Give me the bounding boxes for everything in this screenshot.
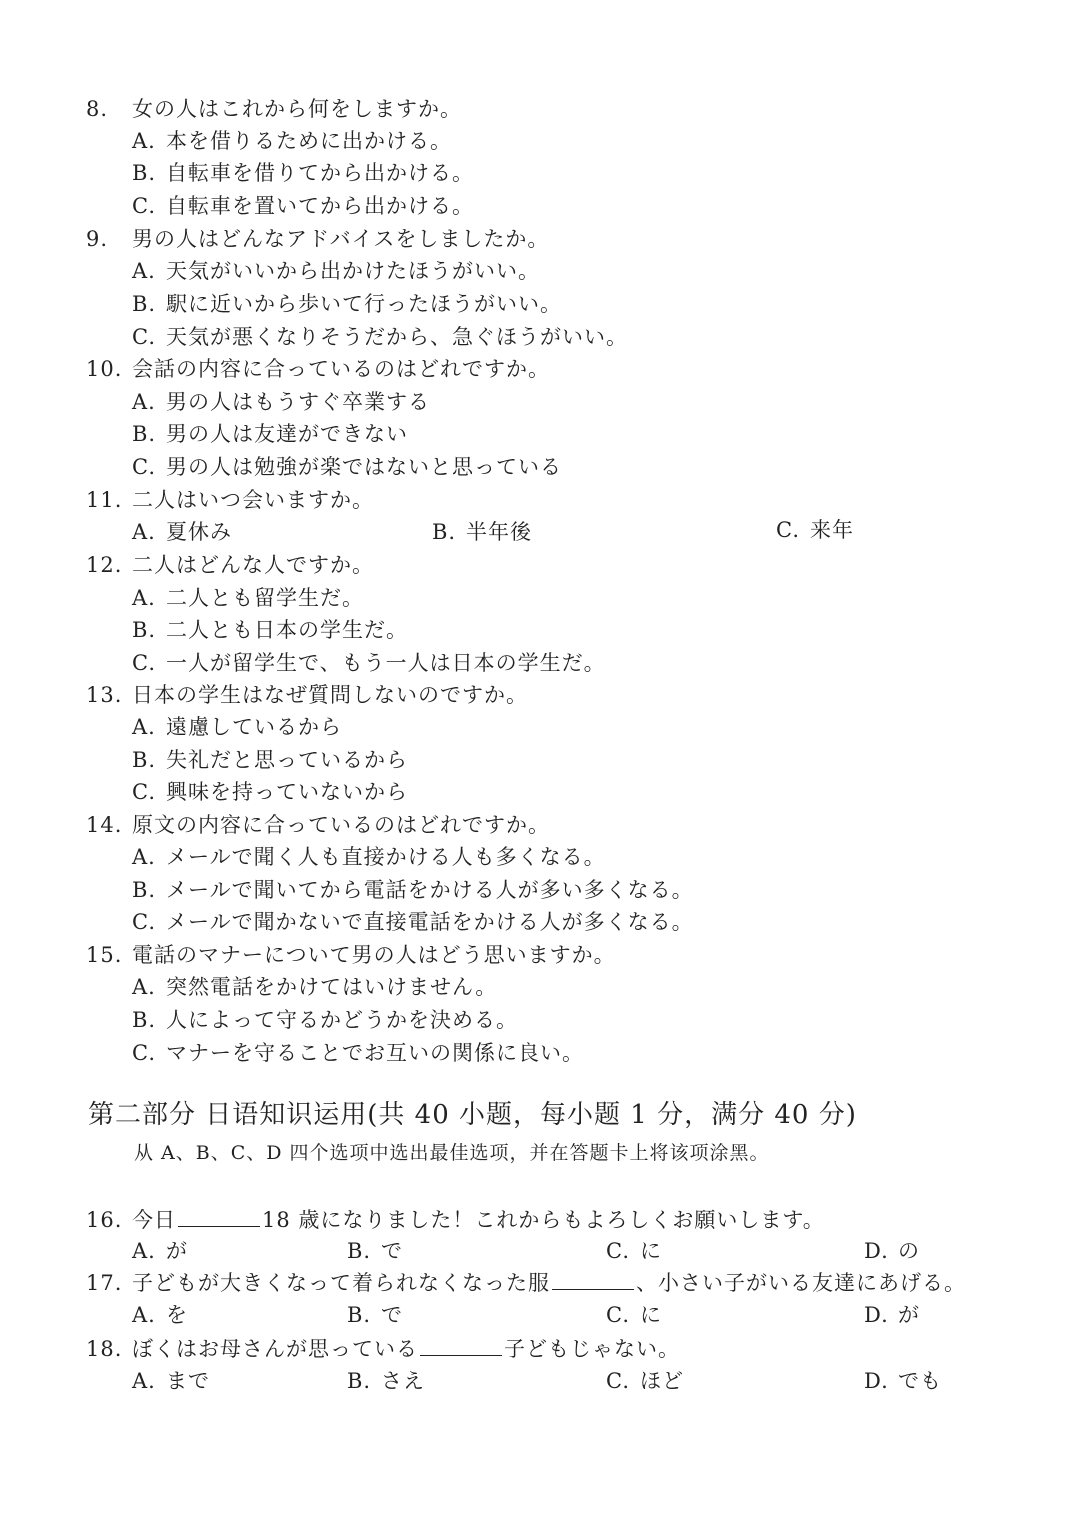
question-8 — [86, 94, 462, 124]
option-15c — [132, 1038, 584, 1068]
option-letter: A. — [132, 1369, 156, 1393]
option-text: で — [381, 1303, 403, 1327]
option-letter: C. — [132, 325, 156, 349]
option-letter: B. — [132, 1008, 157, 1032]
question-text: 日本の学生はなぜ質問しないのですか。 — [132, 683, 528, 707]
question-text: 男の人はどんなアドバイスをしましたか。 — [132, 227, 550, 251]
option-8a — [132, 126, 452, 156]
option-letter: B. — [132, 618, 157, 642]
option-letter: D. — [864, 1303, 889, 1327]
option-text: 天気が悪くなりそうだから、急ぐほうがいい。 — [166, 325, 628, 349]
option-text: 二人とも日本の学生だ。 — [166, 618, 408, 642]
option-text: 男の人はもうすぐ卒業する — [166, 390, 430, 414]
option-text: 半年後 — [466, 520, 532, 544]
option-13c — [132, 777, 408, 807]
option-text: 遠慮しているから — [166, 715, 342, 739]
option-letter: B. — [132, 422, 157, 446]
option-letter: C. — [776, 518, 800, 542]
option-16a — [132, 1236, 188, 1266]
section-title: 第二部分 日语知识运用(共 40 小题，每小题 1 分，满分 40 分) — [88, 1100, 857, 1130]
question-18 — [86, 1334, 680, 1364]
option-letter: B. — [132, 748, 157, 772]
option-letter: D. — [864, 1239, 889, 1263]
question-11 — [86, 485, 374, 515]
option-text: 本を借りるために出かける。 — [166, 129, 452, 153]
option-11a — [132, 517, 232, 547]
question-10 — [86, 354, 550, 384]
option-text: 男の人は友達ができない — [166, 422, 408, 446]
option-text: 一人が留学生で、もう一人は日本の学生だ。 — [166, 651, 606, 675]
option-17a — [132, 1300, 188, 1330]
question-text-after: 18 歳になりました！これからもよろしくお願いします。 — [262, 1208, 825, 1232]
option-letter: A. — [132, 715, 156, 739]
option-9b — [132, 289, 562, 319]
option-17b — [347, 1300, 403, 1330]
option-letter: D. — [864, 1369, 889, 1393]
option-16d — [864, 1236, 920, 1266]
option-text: でも — [898, 1369, 942, 1393]
option-text: 天気がいいから出かけたほうがいい。 — [166, 259, 540, 283]
option-letter: B. — [347, 1239, 372, 1263]
option-text: 失礼だと思っているから — [166, 748, 408, 772]
option-letter: B. — [132, 878, 157, 902]
option-letter: A. — [132, 845, 156, 869]
option-12b — [132, 615, 408, 645]
section-instruction: 从 A、B、C、D 四个选项中选出最佳选项，并在答题卡上将该项涂黑。 — [134, 1142, 770, 1164]
option-9a — [132, 256, 540, 286]
answer-blank — [552, 1271, 634, 1290]
option-18c — [606, 1366, 684, 1396]
option-17c — [606, 1300, 662, 1330]
answer-blank — [420, 1337, 502, 1356]
option-text: メールで聞かないで直接電話をかける人が多くなる。 — [166, 910, 694, 934]
option-18d — [864, 1366, 942, 1396]
option-text: メールで聞いてから電話をかける人が多い多くなる。 — [166, 878, 694, 902]
question-number: 9. — [86, 227, 109, 251]
option-text: さえ — [381, 1369, 425, 1393]
option-8b — [132, 158, 474, 188]
option-text: 興味を持っていないから — [166, 780, 408, 804]
option-letter: C. — [132, 780, 156, 804]
question-number: 10. — [86, 357, 123, 381]
question-number: 18. — [86, 1337, 123, 1361]
option-14a — [132, 842, 606, 872]
question-13 — [86, 680, 528, 710]
option-18b — [347, 1366, 425, 1396]
option-text: まで — [166, 1369, 210, 1393]
option-text: ほど — [640, 1369, 684, 1393]
option-text: の — [898, 1239, 920, 1263]
option-letter: C. — [606, 1239, 630, 1263]
question-number: 8. — [86, 97, 109, 121]
question-text: 二人はどんな人ですか。 — [132, 553, 374, 577]
option-letter: C. — [606, 1303, 630, 1327]
option-15a — [132, 972, 497, 1002]
option-18a — [132, 1366, 210, 1396]
option-letter: B. — [347, 1303, 372, 1327]
question-text-before: 今日 — [132, 1208, 176, 1232]
question-text-after: 、小さい子がいる友達にあげる。 — [636, 1271, 966, 1295]
option-letter: A. — [132, 1303, 156, 1327]
option-text: に — [640, 1239, 662, 1263]
option-text: で — [381, 1239, 403, 1263]
question-text: 会話の内容に合っているのはどれですか。 — [132, 357, 550, 381]
option-12c — [132, 648, 606, 678]
answer-blank — [178, 1208, 260, 1227]
question-text-before: 子どもが大きくなって着られなくなった服 — [132, 1271, 550, 1295]
option-10a — [132, 387, 430, 417]
option-letter: B. — [132, 161, 157, 185]
question-16 — [86, 1205, 825, 1235]
option-14c — [132, 907, 694, 937]
option-letter: C. — [132, 194, 156, 218]
option-13a — [132, 712, 342, 742]
option-letter: C. — [132, 651, 156, 675]
option-text: 来年 — [810, 518, 854, 542]
option-10b — [132, 419, 408, 449]
option-text: 自転車を置いてから出かける。 — [166, 194, 474, 218]
option-10c — [132, 452, 562, 482]
question-text: 原文の内容に合っているのはどれですか。 — [132, 813, 550, 837]
question-number: 16. — [86, 1208, 123, 1232]
option-8c — [132, 191, 474, 221]
option-letter: A. — [132, 975, 156, 999]
option-text: が — [166, 1239, 188, 1263]
option-text: を — [166, 1303, 188, 1327]
option-text: が — [898, 1303, 920, 1327]
option-letter: A. — [132, 390, 156, 414]
question-number: 17. — [86, 1271, 123, 1295]
question-12 — [86, 550, 374, 580]
question-14 — [86, 810, 550, 840]
option-13b — [132, 745, 408, 775]
option-text: メールで聞く人も直接かける人も多くなる。 — [166, 845, 606, 869]
question-text: 電話のマナーについて男の人はどう思いますか。 — [132, 943, 616, 967]
option-16b — [347, 1236, 403, 1266]
option-text: 人によって守るかどうかを決める。 — [166, 1008, 518, 1032]
question-9 — [86, 224, 549, 254]
option-text: に — [640, 1303, 662, 1327]
option-14b — [132, 875, 694, 905]
option-letter: C. — [132, 1041, 156, 1065]
option-letter: A. — [132, 520, 156, 544]
option-11c — [776, 515, 854, 545]
option-text: 二人とも留学生だ。 — [166, 586, 364, 610]
option-letter: C. — [132, 910, 156, 934]
question-text: 女の人はこれから何をしますか。 — [132, 97, 462, 121]
question-number: 13. — [86, 683, 123, 707]
option-text: 男の人は勉強が楽ではないと思っている — [166, 455, 562, 479]
option-letter: C. — [606, 1369, 630, 1393]
option-letter: A. — [132, 1239, 156, 1263]
option-15b — [132, 1005, 518, 1035]
option-text: 駅に近いから歩いて行ったほうがいい。 — [166, 292, 562, 316]
option-letter: A. — [132, 129, 156, 153]
option-9c — [132, 322, 628, 352]
question-number: 15. — [86, 943, 123, 967]
option-letter: B. — [432, 520, 457, 544]
question-17 — [86, 1268, 966, 1298]
option-letter: B. — [347, 1369, 372, 1393]
question-text: 二人はいつ会いますか。 — [132, 488, 374, 512]
option-text: 自転車を借りてから出かける。 — [166, 161, 474, 185]
question-15 — [86, 940, 616, 970]
option-text: 夏休み — [166, 520, 232, 544]
option-17d — [864, 1300, 920, 1330]
option-text: マナーを守ることでお互いの関係に良い。 — [166, 1041, 584, 1065]
question-number: 11. — [86, 488, 123, 512]
question-number: 12. — [86, 553, 123, 577]
option-16c — [606, 1236, 662, 1266]
option-letter: A. — [132, 259, 156, 283]
question-text-before: ぼくはお母さんが思っている — [132, 1337, 418, 1361]
option-letter: A. — [132, 586, 156, 610]
question-text-after: 子どもじゃない。 — [504, 1337, 680, 1361]
option-11b — [432, 517, 532, 547]
option-text: 突然電話をかけてはいけません。 — [166, 975, 498, 999]
option-letter: B. — [132, 292, 157, 316]
question-number: 14. — [86, 813, 123, 837]
option-12a — [132, 583, 364, 613]
option-letter: C. — [132, 455, 156, 479]
